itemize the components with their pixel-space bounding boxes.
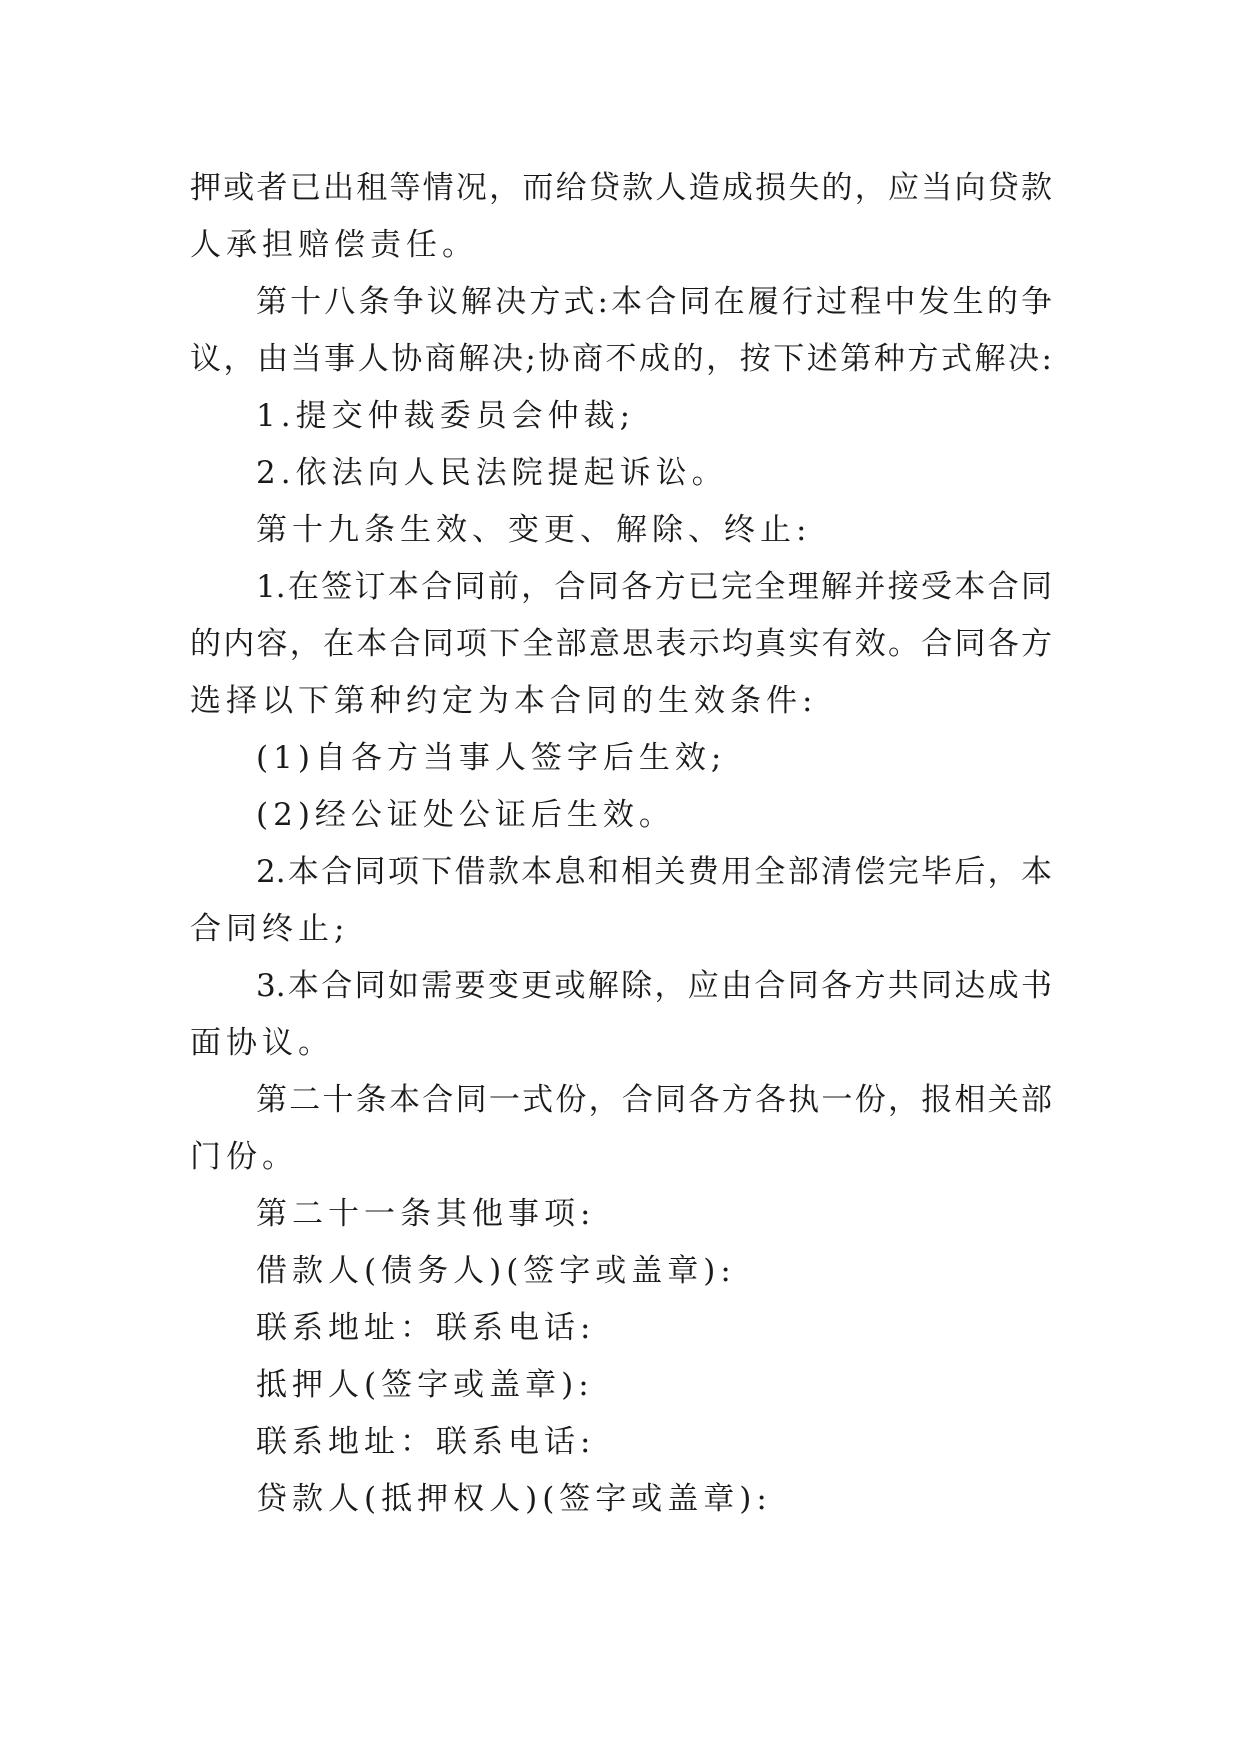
lender-signature-field: 贷款人(抵押权人)(签字或盖章): <box>256 1481 772 1517</box>
list-item: 2.本合同项下借款本息和相关费用全部清偿完毕后，本 <box>256 854 1052 890</box>
clause-21-heading: 第二十一条其他事项: <box>256 1196 596 1232</box>
clause-18-heading: 第十八条争议解决方式:本合同在履行过程中发生的争 <box>256 284 1052 320</box>
body-line: 人承担赔偿责任。 <box>190 227 478 263</box>
body-line: 面协议。 <box>190 1025 334 1061</box>
list-item: 1.提交仲裁委员会仲裁; <box>256 398 636 434</box>
body-line: 门份。 <box>190 1139 298 1175</box>
list-item: 1.在签订本合同前，合同各方已完全理解并接受本合同 <box>256 569 1052 605</box>
body-line: 议，由当事人协商解决;协商不成的，按下述第种方式解决: <box>190 341 1052 377</box>
body-line: 押或者已出租等情况，而给贷款人造成损失的，应当向贷款 <box>190 170 1052 206</box>
sub-list-item: (1)自各方当事人签字后生效; <box>256 740 727 776</box>
clause-19-heading: 第十九条生效、变更、解除、终止: <box>256 512 812 548</box>
mortgagor-signature-field: 抵押人(签字或盖章): <box>256 1367 594 1403</box>
body-line: 的内容，在本合同项下全部意思表示均真实有效。合同各方 <box>190 626 1052 662</box>
body-line: 选择以下第种约定为本合同的生效条件: <box>190 683 818 719</box>
body-line: 合同终止; <box>190 911 350 947</box>
borrower-signature-field: 借款人(债务人)(签字或盖章): <box>256 1253 736 1289</box>
sub-list-item: (2)经公证处公证后生效。 <box>256 797 675 833</box>
list-item: 3.本合同如需要变更或解除，应由合同各方共同达成书 <box>256 968 1052 1004</box>
borrower-contact-field: 联系地址：联系电话: <box>256 1310 596 1346</box>
document-body <box>190 160 1052 1528</box>
list-item: 2.依法向人民法院提起诉讼。 <box>256 455 728 491</box>
clause-20-heading: 第二十条本合同一式份，合同各方各执一份，报相关部 <box>256 1082 1052 1118</box>
mortgagor-contact-field: 联系地址：联系电话: <box>256 1424 596 1460</box>
